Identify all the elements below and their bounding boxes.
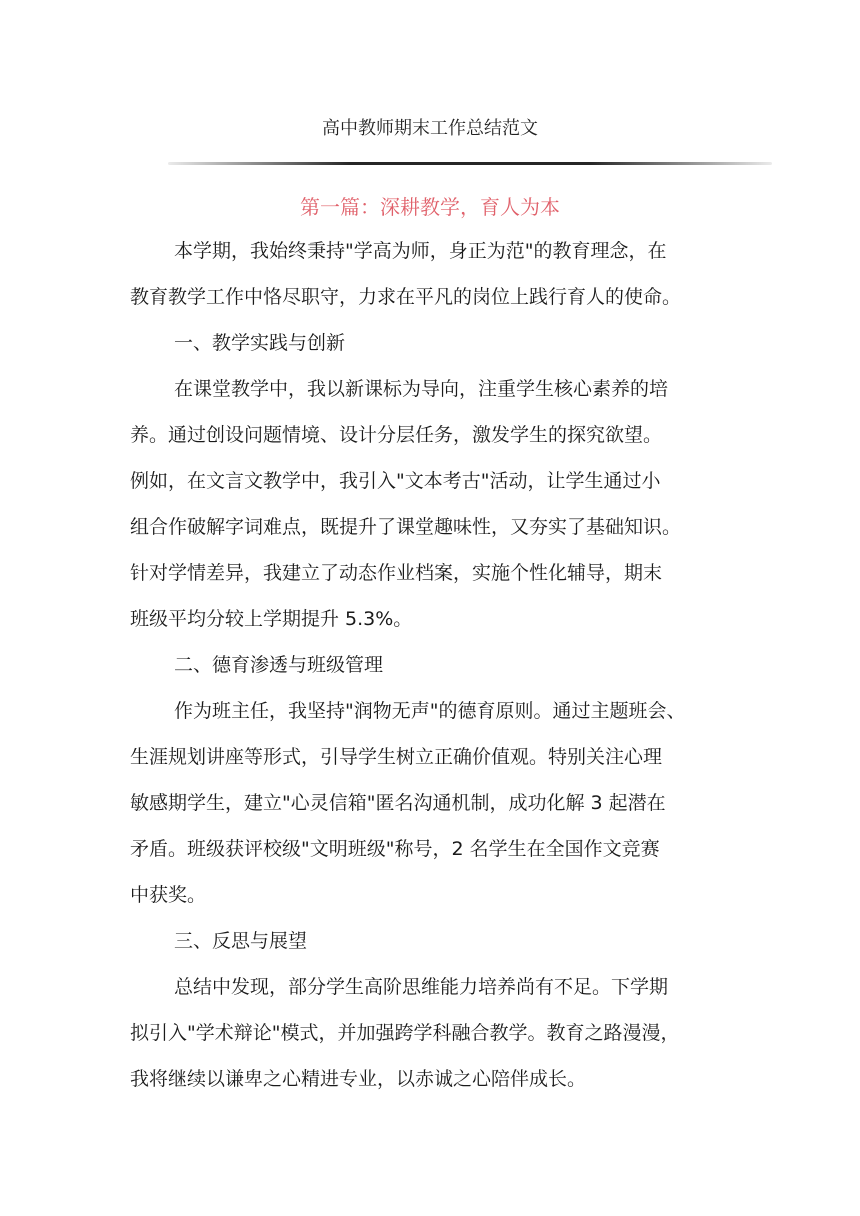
text-line: 总结中发现，部分学生高阶思维能力培养尚有不足。下学期 xyxy=(174,976,669,998)
heading-reflection: 三、反思与展望 xyxy=(174,930,308,952)
title-divider xyxy=(168,162,772,165)
text-line: 矛盾。班级获评校级"文明班级"称号，2 名学生在全国作文竞赛 xyxy=(130,838,660,860)
text-line: 在课堂教学中，我以新课标为导向，注重学生核心素养的培 xyxy=(174,378,669,400)
text-line: 本学期，我始终秉持"学高为师，身正为范"的教育理念，在 xyxy=(174,240,667,262)
text-line: 作为班主任，我坚持"润物无声"的德育原则。通过主题班会、 xyxy=(174,700,686,722)
heading-moral-education: 二、德育渗透与班级管理 xyxy=(174,654,384,676)
text-line: 组合作破解字词难点，既提升了课堂趣味性，又夯实了基础知识。 xyxy=(130,516,682,538)
text-line: 班级平均分较上学期提升 5.3%。 xyxy=(130,608,413,630)
document-body xyxy=(130,236,730,1110)
document-title: 高中教师期末工作总结范文 xyxy=(322,118,538,139)
text-line: 针对学情差异，我建立了动态作业档案，实施个性化辅导，期末 xyxy=(130,562,663,584)
text-line: 生涯规划讲座等形式，引导学生树立正确价值观。特别关注心理 xyxy=(130,746,663,768)
text-line: 例如，在文言文教学中，我引入"文本考古"活动，让学生通过小 xyxy=(130,470,661,492)
text-line: 我将继续以谦卑之心精进专业，以赤诚之心陪伴成长。 xyxy=(130,1068,587,1090)
heading-teaching-practice: 一、教学实践与创新 xyxy=(174,332,346,354)
text-line: 拟引入"学术辩论"模式，并加强跨学科融合教学。教育之路漫漫， xyxy=(130,1022,680,1044)
section-title: 第一篇：深耕教学，育人为本 xyxy=(300,195,560,219)
text-line: 教育教学工作中恪尽职守，力求在平凡的岗位上践行育人的使命。 xyxy=(130,286,682,308)
text-line: 中获奖。 xyxy=(130,884,207,906)
text-line: 敏感期学生，建立"心灵信箱"匿名沟通机制，成功化解 3 起潜在 xyxy=(130,792,666,814)
text-line: 养。通过创设问题情境、设计分层任务，激发学生的探究欲望。 xyxy=(130,424,663,446)
